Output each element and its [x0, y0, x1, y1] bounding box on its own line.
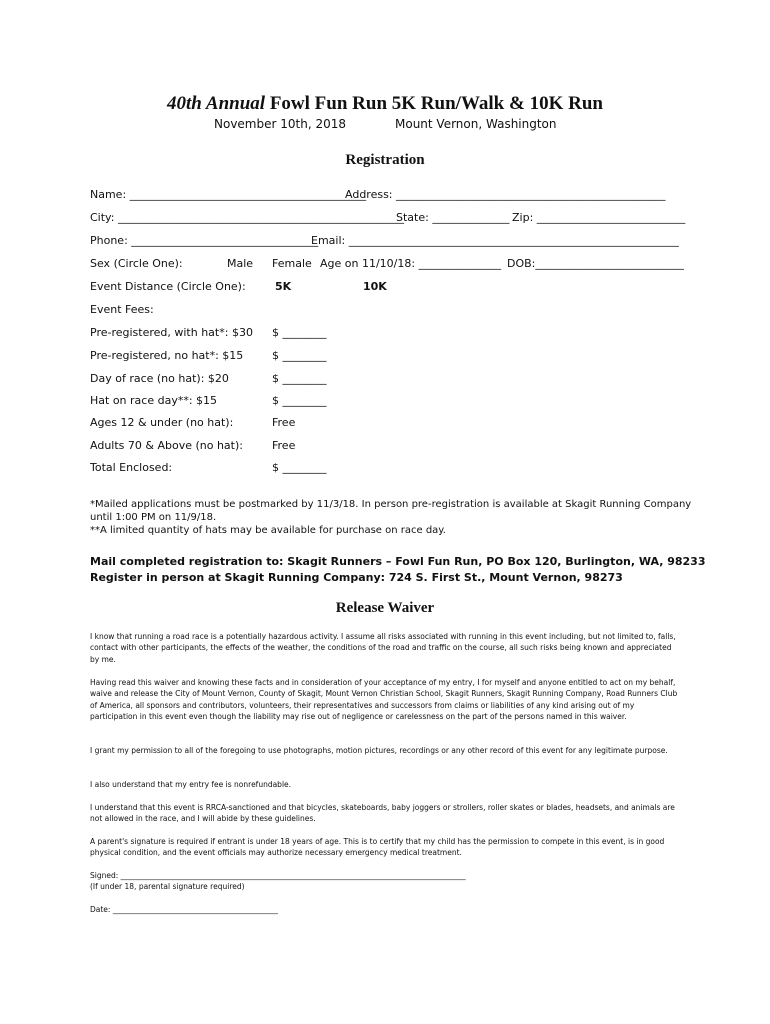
- event-title-rest: Fowl Fun Run 5K Run/Walk & 10K Run: [265, 93, 603, 114]
- distance-option-10k[interactable]: 10K: [363, 280, 387, 293]
- waiver-heading: Release Waiver: [335, 600, 435, 616]
- distance-label: Event Distance (Circle One):: [90, 280, 246, 293]
- state-field[interactable]: State: ______________: [396, 211, 510, 224]
- phone-field[interactable]: Phone: __________________________________: [90, 234, 319, 247]
- total-amount-field[interactable]: $ ________: [272, 461, 327, 474]
- fee-label: Ages 12 & under (no hat):: [90, 416, 234, 429]
- event-date: November 10th, 2018: [214, 117, 346, 131]
- waiver-paragraph: I grant my permission to all of the foregoing to use photographs, motion pictures, recordings or any other record of this event for any legitimate purpose.: [90, 746, 668, 755]
- event-location: Mount Vernon, Washington: [395, 117, 557, 131]
- waiver-paragraph: A parent's signature is required if entrant is under 18 years of age. This is to certify that my child has the permission to compete in this event, is in good physical condition, and the event officials may authorize necessary emergency medical treatment.: [90, 837, 665, 858]
- date-field[interactable]: Date: ____________________________________________: [90, 905, 278, 914]
- registration-heading: Registration: [345, 152, 425, 168]
- fees-label: Event Fees:: [90, 303, 154, 316]
- fee-amount-field[interactable]: $ ________: [272, 326, 327, 339]
- fee-amount-field[interactable]: $ ________: [272, 349, 327, 362]
- zip-field[interactable]: Zip: ___________________________: [512, 211, 686, 224]
- email-field[interactable]: Email: ____________________________________________________________: [311, 234, 679, 247]
- sex-option-male[interactable]: Male: [227, 257, 254, 270]
- waiver-paragraph: I know that running a road race is a potentially hazardous activity. I assume all risks associated with running in this event including, but not limited to, falls, contact with other participants, the effects of the weather, the conditions of the road and traffic on the course, all such risks being known and appreciated by me.: [90, 632, 676, 664]
- event-title: [0, 93, 770, 115]
- dob-field[interactable]: DOB:___________________________: [507, 257, 684, 270]
- hat-note: **A limited quantity of hats may be available for purchase on race day.: [90, 525, 446, 536]
- fee-label: Pre-registered, no hat*: $15: [90, 349, 244, 362]
- fee-amount-field[interactable]: $ ________: [272, 372, 327, 385]
- fee-label: Day of race (no hat): $20: [90, 372, 229, 385]
- distance-option-5k[interactable]: 5K: [275, 280, 292, 293]
- fee-amount-free: Free: [272, 416, 296, 429]
- signature-field[interactable]: Signed: ____________________________________________________________________________________________: [90, 871, 466, 880]
- address-field[interactable]: Address: _________________________________________________: [345, 188, 666, 201]
- mail-note-line: *Mailed applications must be postmarked by 11/3/18. In person pre-registration is available at Skagit Running Company: [90, 499, 692, 510]
- name-field[interactable]: Name: ___________________________________________: [90, 188, 367, 201]
- total-label: Total Enclosed:: [90, 461, 173, 474]
- mail-note-line: until 1:00 PM on 11/9/18.: [90, 512, 217, 523]
- mail-instructions: Mail completed registration to: Skagit Runners – Fowl Fun Run, PO Box 120, Burlington, WA, 98233: [90, 555, 706, 568]
- sex-label: Sex (Circle One):: [90, 257, 183, 270]
- fee-label: Pre-registered, with hat*: $30: [90, 326, 253, 339]
- event-title-lead: 40th Annual: [167, 93, 266, 114]
- fee-amount-field[interactable]: $ ________: [272, 394, 327, 407]
- fee-amount-free: Free: [272, 439, 296, 452]
- city-field[interactable]: City: ____________________________________________________: [90, 211, 404, 224]
- in-person-instructions: Register in person at Skagit Running Company: 724 S. First St., Mount Vernon, 98273: [90, 571, 623, 584]
- age-field[interactable]: Age on 11/10/18: _______________: [320, 257, 502, 270]
- waiver-paragraph: Having read this waiver and knowing these facts and in consideration of your acceptance of my entry, I for myself and anyone entitled to act on my behalf, waive and release the City of Mount Vernon, County of Skagit, Mount Vernon Christian School, Skagit Runners, Skagit Running Company, Road Runners Club of America, all sponsors and contributors, volunteers, their representatives and successors from claims or liabilities of any kind arising out of my participation in this event even though the liability may rise out of negligence or carelessness on the part of the persons named in this waiver.: [90, 678, 678, 722]
- waiver-paragraph: I also understand that my entry fee is nonrefundable.: [90, 780, 292, 789]
- waiver-paragraph: I understand that this event is RRCA-sanctioned and that bicycles, skateboards, baby joggers or strollers, roller skates or blades, headsets, and animals are not allowed in the race, and I will abide by these guidelines.: [90, 803, 675, 824]
- sex-option-female[interactable]: Female: [272, 257, 312, 270]
- fee-label: Adults 70 & Above (no hat):: [90, 439, 243, 452]
- signature-note: (If under 18, parental signature required): [90, 882, 245, 891]
- fee-label: Hat on race day**: $15: [90, 394, 218, 407]
